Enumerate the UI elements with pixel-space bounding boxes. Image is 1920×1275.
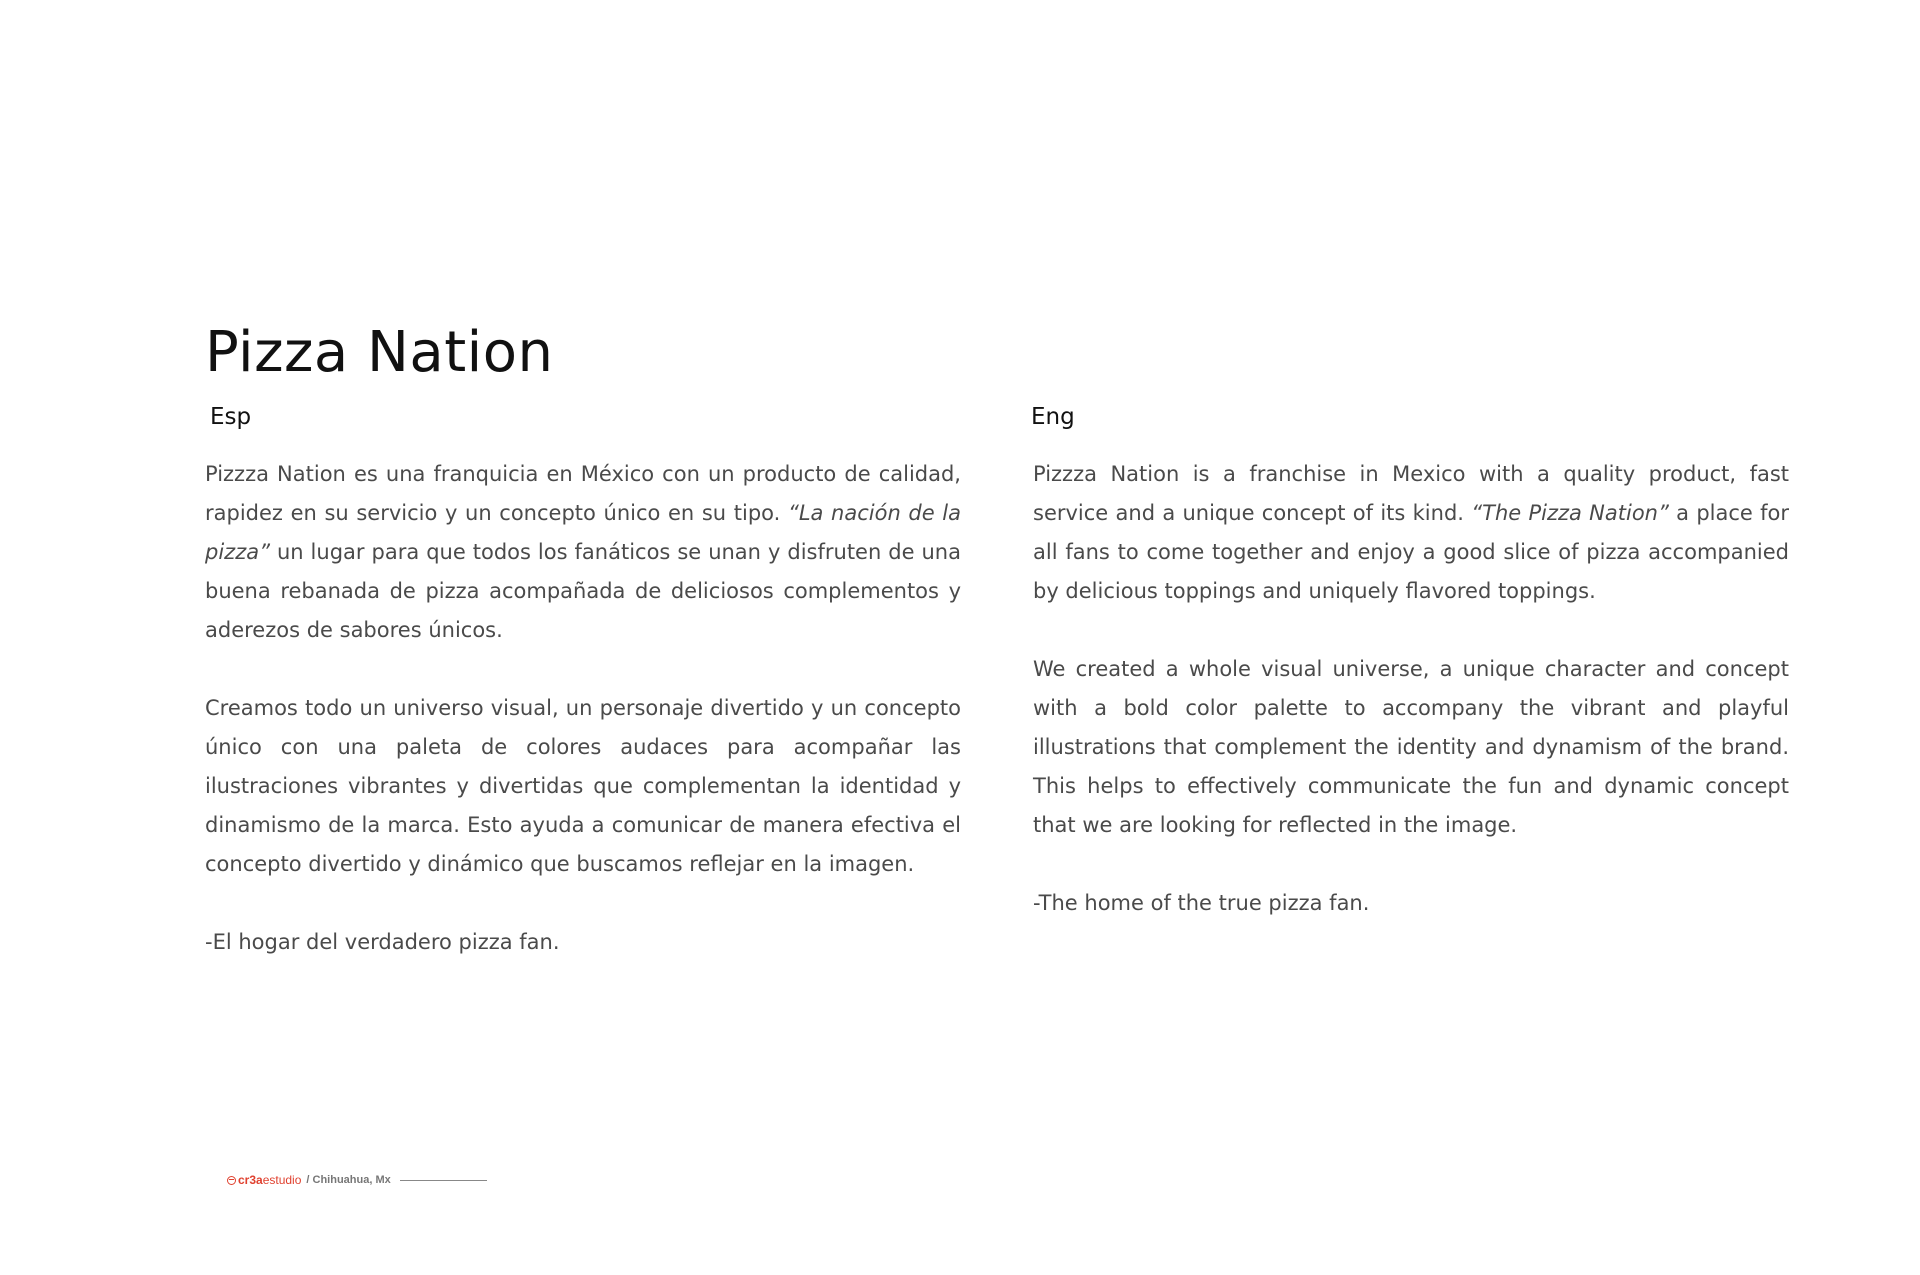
spanish-intro-quote: “La nación de la pizza” [205,501,961,564]
studio-brand-name: cr3a [238,1173,263,1187]
spanish-column [205,455,961,962]
english-intro-text-continued: a place for all fans to come together and enjoy a good slice of pizza accompanied by delicious toppings and uniquely flavored toppings. [1033,501,1789,603]
spanish-intro-text: Pizzza Nation es una franquicia en México con un producto de calidad, rapidez en su servicio y un concepto único en su tipo. [205,462,961,525]
studio-logo-icon [227,1176,236,1185]
footer-credit [227,1168,487,1192]
english-paragraph-concept: We created a whole visual universe, a unique character and concept with a bold color palette to accompany the vibrant and playful illustrations that complement the identity and dynamism of the brand. This helps to effectively communicate the fun and dynamic concept that we are looking for reflected in the image. [1033,657,1789,837]
english-paragraph-intro [1033,455,1789,611]
spanish-paragraph-intro [205,455,961,650]
studio-location: / Chihuahua, Mx [306,1174,391,1186]
english-intro-quote: “The Pizza Nation” [1471,501,1669,525]
footer-divider-line [400,1180,487,1181]
english-column [1033,455,1789,923]
english-intro-text: Pizzza Nation is a franchise in Mexico with a quality product, fast service and a unique concept of its kind. [1033,462,1789,525]
studio-brand-suffix: estudio [262,1173,302,1187]
spanish-tagline: -El hogar del verdadero pizza fan. [205,930,560,954]
english-tagline: -The home of the true pizza fan. [1033,891,1370,915]
page-title: Pizza Nation [205,320,554,385]
spanish-intro-text-continued: un lugar para que todos los fanáticos se unan y disfruten de una buena rebanada de pizza acompañada de deliciosos complementos y aderezos de sabores únicos. [205,540,961,642]
spanish-paragraph-concept: Creamos todo un universo visual, un personaje divertido y un concepto único con una paleta de colores audaces para acompañar las ilustraciones vibrantes y divertidas que complementan la identidad y dinamismo de la marca. Esto ayuda a comunicar de manera efectiva el concepto divertido y dinámico que buscamos reflejar en la imagen. [205,696,961,876]
spanish-section-label: Esp [210,404,252,430]
english-section-label: Eng [1031,404,1075,430]
